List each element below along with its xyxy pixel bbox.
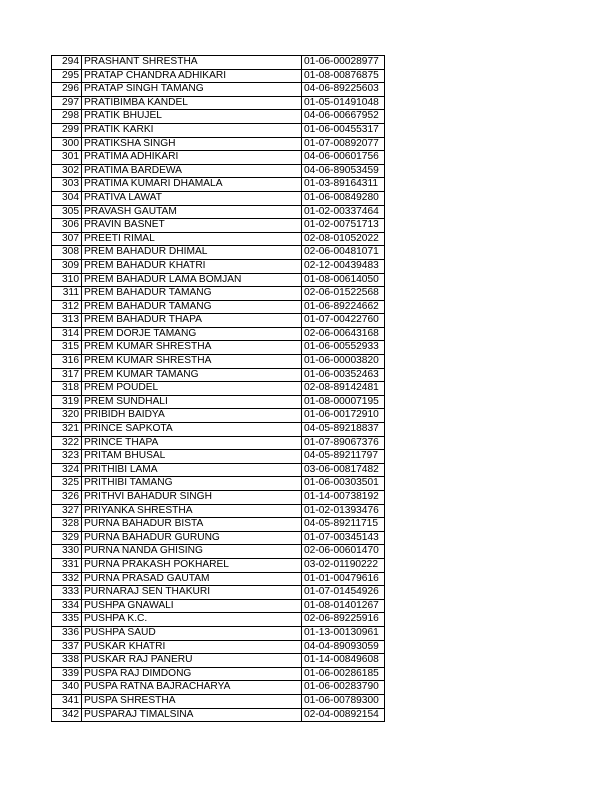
table-row bbox=[52, 681, 385, 695]
name-cell: PRATIK BHUJEL bbox=[82, 110, 302, 124]
serial-number-cell: 324 bbox=[52, 463, 82, 477]
name-cell: PREM BAHADUR TAMANG bbox=[82, 300, 302, 314]
serial-number-cell: 307 bbox=[52, 232, 82, 246]
serial-number-cell: 300 bbox=[52, 137, 82, 151]
id-number-cell: 01-14-00738192 bbox=[302, 491, 385, 505]
id-number-cell: 01-02-00751713 bbox=[302, 219, 385, 233]
name-cell: PRAVIN BASNET bbox=[82, 219, 302, 233]
id-number-cell: 01-02-00337464 bbox=[302, 205, 385, 219]
table-row bbox=[52, 518, 385, 532]
serial-number-cell: 338 bbox=[52, 654, 82, 668]
name-cell: PRATIVA LAWAT bbox=[82, 191, 302, 205]
serial-number-cell: 295 bbox=[52, 69, 82, 83]
name-cell: PUSKAR RAJ PANERU bbox=[82, 654, 302, 668]
name-cell: PREM KUMAR TAMANG bbox=[82, 368, 302, 382]
id-number-cell: 01-07-89067376 bbox=[302, 436, 385, 450]
table-row bbox=[52, 96, 385, 110]
table-row bbox=[52, 151, 385, 165]
id-number-cell: 04-04-89093059 bbox=[302, 640, 385, 654]
id-number-cell: 01-06-00283790 bbox=[302, 681, 385, 695]
name-cell: PREM KUMAR SHRESTHA bbox=[82, 341, 302, 355]
table-row bbox=[52, 314, 385, 328]
id-number-cell: 02-06-00481071 bbox=[302, 246, 385, 260]
table-row bbox=[52, 491, 385, 505]
id-number-cell: 01-08-00876875 bbox=[302, 69, 385, 83]
name-cell: PUSPARAJ TIMALSINA bbox=[82, 708, 302, 722]
id-number-cell: 01-06-00352463 bbox=[302, 368, 385, 382]
id-number-cell: 01-07-01454926 bbox=[302, 586, 385, 600]
table-row bbox=[52, 640, 385, 654]
name-cell: PRAVASH GAUTAM bbox=[82, 205, 302, 219]
serial-number-cell: 298 bbox=[52, 110, 82, 124]
name-cell: PUSPA RATNA BAJRACHARYA bbox=[82, 681, 302, 695]
serial-number-cell: 337 bbox=[52, 640, 82, 654]
id-number-cell: 01-07-00892077 bbox=[302, 137, 385, 151]
serial-number-cell: 317 bbox=[52, 368, 82, 382]
serial-number-cell: 318 bbox=[52, 382, 82, 396]
table-row bbox=[52, 246, 385, 260]
id-number-cell: 01-02-01393476 bbox=[302, 504, 385, 518]
table-row bbox=[52, 423, 385, 437]
name-cell: PURNARAJ SEN THAKURI bbox=[82, 586, 302, 600]
id-number-cell: 02-12-00439483 bbox=[302, 259, 385, 273]
name-cell: PRINCE SAPKOTA bbox=[82, 423, 302, 437]
table-row bbox=[52, 287, 385, 301]
id-number-cell: 01-06-00552933 bbox=[302, 341, 385, 355]
id-number-cell: 01-13-00130961 bbox=[302, 626, 385, 640]
table-row bbox=[52, 191, 385, 205]
table-row bbox=[52, 463, 385, 477]
id-number-cell: 04-06-89053459 bbox=[302, 164, 385, 178]
serial-number-cell: 311 bbox=[52, 287, 82, 301]
id-number-cell: 02-06-00601470 bbox=[302, 545, 385, 559]
name-cell: PREETI RIMAL bbox=[82, 232, 302, 246]
table-row bbox=[52, 436, 385, 450]
serial-number-cell: 297 bbox=[52, 96, 82, 110]
serial-number-cell: 313 bbox=[52, 314, 82, 328]
serial-number-cell: 316 bbox=[52, 355, 82, 369]
id-number-cell: 02-08-89142481 bbox=[302, 382, 385, 396]
name-cell: PRITAM BHUSAL bbox=[82, 450, 302, 464]
table-row bbox=[52, 232, 385, 246]
serial-number-cell: 306 bbox=[52, 219, 82, 233]
id-number-cell: 01-14-00849608 bbox=[302, 654, 385, 668]
table-row bbox=[52, 205, 385, 219]
serial-number-cell: 304 bbox=[52, 191, 82, 205]
table-row bbox=[52, 654, 385, 668]
table-row bbox=[52, 477, 385, 491]
name-cell: PREM BAHADUR THAPA bbox=[82, 314, 302, 328]
id-number-cell: 04-05-89211715 bbox=[302, 518, 385, 532]
serial-number-cell: 294 bbox=[52, 56, 82, 70]
serial-number-cell: 330 bbox=[52, 545, 82, 559]
table-row bbox=[52, 83, 385, 97]
table-row bbox=[52, 504, 385, 518]
table-row bbox=[52, 259, 385, 273]
table-row bbox=[52, 545, 385, 559]
table-row bbox=[52, 219, 385, 233]
id-number-cell: 01-08-00007195 bbox=[302, 395, 385, 409]
id-number-cell: 02-06-00643168 bbox=[302, 327, 385, 341]
serial-number-cell: 309 bbox=[52, 259, 82, 273]
name-cell: PRASHANT SHRESTHA bbox=[82, 56, 302, 70]
id-number-cell: 01-06-00303501 bbox=[302, 477, 385, 491]
id-number-cell: 01-06-00028977 bbox=[302, 56, 385, 70]
table-row bbox=[52, 395, 385, 409]
serial-number-cell: 328 bbox=[52, 518, 82, 532]
serial-number-cell: 296 bbox=[52, 83, 82, 97]
serial-number-cell: 339 bbox=[52, 667, 82, 681]
name-cell: PRATIKSHA SINGH bbox=[82, 137, 302, 151]
name-list-table bbox=[51, 55, 385, 722]
name-cell: PRIBIDH BAIDYA bbox=[82, 409, 302, 423]
name-cell: PRATIMA ADHIKARI bbox=[82, 151, 302, 165]
table-row bbox=[52, 56, 385, 70]
name-cell: PURNA NANDA GHISING bbox=[82, 545, 302, 559]
serial-number-cell: 314 bbox=[52, 327, 82, 341]
id-number-cell: 01-01-00479616 bbox=[302, 572, 385, 586]
serial-number-cell: 308 bbox=[52, 246, 82, 260]
id-number-cell: 01-06-00789300 bbox=[302, 694, 385, 708]
name-cell: PRITHIBI TAMANG bbox=[82, 477, 302, 491]
table-row bbox=[52, 586, 385, 600]
name-cell: PREM BAHADUR DHIMAL bbox=[82, 246, 302, 260]
serial-number-cell: 326 bbox=[52, 491, 82, 505]
serial-number-cell: 325 bbox=[52, 477, 82, 491]
name-cell: PREM POUDEL bbox=[82, 382, 302, 396]
name-cell: PRITHVI BAHADUR SINGH bbox=[82, 491, 302, 505]
id-number-cell: 03-02-01190222 bbox=[302, 558, 385, 572]
id-number-cell: 01-06-00455317 bbox=[302, 123, 385, 137]
serial-number-cell: 335 bbox=[52, 613, 82, 627]
table-row bbox=[52, 341, 385, 355]
id-number-cell: 03-06-00817482 bbox=[302, 463, 385, 477]
name-cell: PREM BAHADUR TAMANG bbox=[82, 287, 302, 301]
id-number-cell: 01-07-00422760 bbox=[302, 314, 385, 328]
id-number-cell: 01-05-01491048 bbox=[302, 96, 385, 110]
table-row bbox=[52, 69, 385, 83]
serial-number-cell: 329 bbox=[52, 531, 82, 545]
id-number-cell: 01-03-89164311 bbox=[302, 178, 385, 192]
serial-number-cell: 322 bbox=[52, 436, 82, 450]
table-row bbox=[52, 531, 385, 545]
table-row bbox=[52, 123, 385, 137]
table-row bbox=[52, 382, 385, 396]
name-cell: PUSPA SHRESTHA bbox=[82, 694, 302, 708]
id-number-cell: 02-06-89225916 bbox=[302, 613, 385, 627]
serial-number-cell: 312 bbox=[52, 300, 82, 314]
name-cell: PRATAP CHANDRA ADHIKARI bbox=[82, 69, 302, 83]
name-cell: PRITHIBI LAMA bbox=[82, 463, 302, 477]
table-row bbox=[52, 300, 385, 314]
serial-number-cell: 340 bbox=[52, 681, 82, 695]
name-cell: PUSHPA SAUD bbox=[82, 626, 302, 640]
table-row bbox=[52, 178, 385, 192]
table-row bbox=[52, 599, 385, 613]
serial-number-cell: 341 bbox=[52, 694, 82, 708]
name-cell: PUSHPA GNAWALI bbox=[82, 599, 302, 613]
serial-number-cell: 301 bbox=[52, 151, 82, 165]
id-number-cell: 04-06-89225603 bbox=[302, 83, 385, 97]
name-cell: PRIYANKA SHRESTHA bbox=[82, 504, 302, 518]
table-row bbox=[52, 164, 385, 178]
id-number-cell: 01-06-00286185 bbox=[302, 667, 385, 681]
serial-number-cell: 323 bbox=[52, 450, 82, 464]
name-cell: PREM DORJE TAMANG bbox=[82, 327, 302, 341]
id-number-cell: 01-06-00849280 bbox=[302, 191, 385, 205]
serial-number-cell: 342 bbox=[52, 708, 82, 722]
serial-number-cell: 333 bbox=[52, 586, 82, 600]
table-row bbox=[52, 137, 385, 151]
serial-number-cell: 299 bbox=[52, 123, 82, 137]
name-cell: PURNA BAHADUR GURUNG bbox=[82, 531, 302, 545]
name-cell: PREM KUMAR SHRESTHA bbox=[82, 355, 302, 369]
serial-number-cell: 331 bbox=[52, 558, 82, 572]
name-cell: PREM SUNDHALI bbox=[82, 395, 302, 409]
table-row bbox=[52, 273, 385, 287]
table-row bbox=[52, 613, 385, 627]
serial-number-cell: 305 bbox=[52, 205, 82, 219]
table-row bbox=[52, 327, 385, 341]
serial-number-cell: 321 bbox=[52, 423, 82, 437]
table-row bbox=[52, 626, 385, 640]
serial-number-cell: 320 bbox=[52, 409, 82, 423]
id-number-cell: 04-05-89211797 bbox=[302, 450, 385, 464]
serial-number-cell: 319 bbox=[52, 395, 82, 409]
id-number-cell: 04-05-89218837 bbox=[302, 423, 385, 437]
id-number-cell: 02-08-01052022 bbox=[302, 232, 385, 246]
id-number-cell: 01-06-00172910 bbox=[302, 409, 385, 423]
table-row bbox=[52, 708, 385, 722]
id-number-cell: 01-06-00003820 bbox=[302, 355, 385, 369]
serial-number-cell: 334 bbox=[52, 599, 82, 613]
serial-number-cell: 310 bbox=[52, 273, 82, 287]
name-cell: PRATAP SINGH TAMANG bbox=[82, 83, 302, 97]
name-cell: PUSPA RAJ DIMDONG bbox=[82, 667, 302, 681]
id-number-cell: 01-07-00345143 bbox=[302, 531, 385, 545]
serial-number-cell: 302 bbox=[52, 164, 82, 178]
name-cell: PREM BAHADUR KHATRI bbox=[82, 259, 302, 273]
id-number-cell: 01-08-00614050 bbox=[302, 273, 385, 287]
name-cell: PREM BAHADUR LAMA BOMJAN bbox=[82, 273, 302, 287]
serial-number-cell: 336 bbox=[52, 626, 82, 640]
id-number-cell: 02-04-00892154 bbox=[302, 708, 385, 722]
id-number-cell: 01-06-89224662 bbox=[302, 300, 385, 314]
serial-number-cell: 315 bbox=[52, 341, 82, 355]
table-row bbox=[52, 110, 385, 124]
table-row bbox=[52, 558, 385, 572]
serial-number-cell: 303 bbox=[52, 178, 82, 192]
name-cell: PURNA PRASAD GAUTAM bbox=[82, 572, 302, 586]
name-cell: PRATIBIMBA KANDEL bbox=[82, 96, 302, 110]
table-row bbox=[52, 355, 385, 369]
name-cell: PURNA BAHADUR BISTA bbox=[82, 518, 302, 532]
id-number-cell: 01-08-01401267 bbox=[302, 599, 385, 613]
name-cell: PUSHPA K.C. bbox=[82, 613, 302, 627]
table-row bbox=[52, 368, 385, 382]
name-cell: PRATIMA BARDEWA bbox=[82, 164, 302, 178]
name-cell: PUSKAR KHATRI bbox=[82, 640, 302, 654]
table-row bbox=[52, 572, 385, 586]
name-cell: PRATIMA KUMARI DHAMALA bbox=[82, 178, 302, 192]
table-row bbox=[52, 450, 385, 464]
name-cell: PURNA PRAKASH POKHAREL bbox=[82, 558, 302, 572]
name-cell: PRINCE THAPA bbox=[82, 436, 302, 450]
serial-number-cell: 332 bbox=[52, 572, 82, 586]
id-number-cell: 02-06-01522568 bbox=[302, 287, 385, 301]
serial-number-cell: 327 bbox=[52, 504, 82, 518]
table-row bbox=[52, 694, 385, 708]
id-number-cell: 04-06-00601756 bbox=[302, 151, 385, 165]
table-body bbox=[52, 56, 385, 722]
table-row bbox=[52, 667, 385, 681]
id-number-cell: 04-06-00667952 bbox=[302, 110, 385, 124]
table-row bbox=[52, 409, 385, 423]
name-cell: PRATIK KARKI bbox=[82, 123, 302, 137]
